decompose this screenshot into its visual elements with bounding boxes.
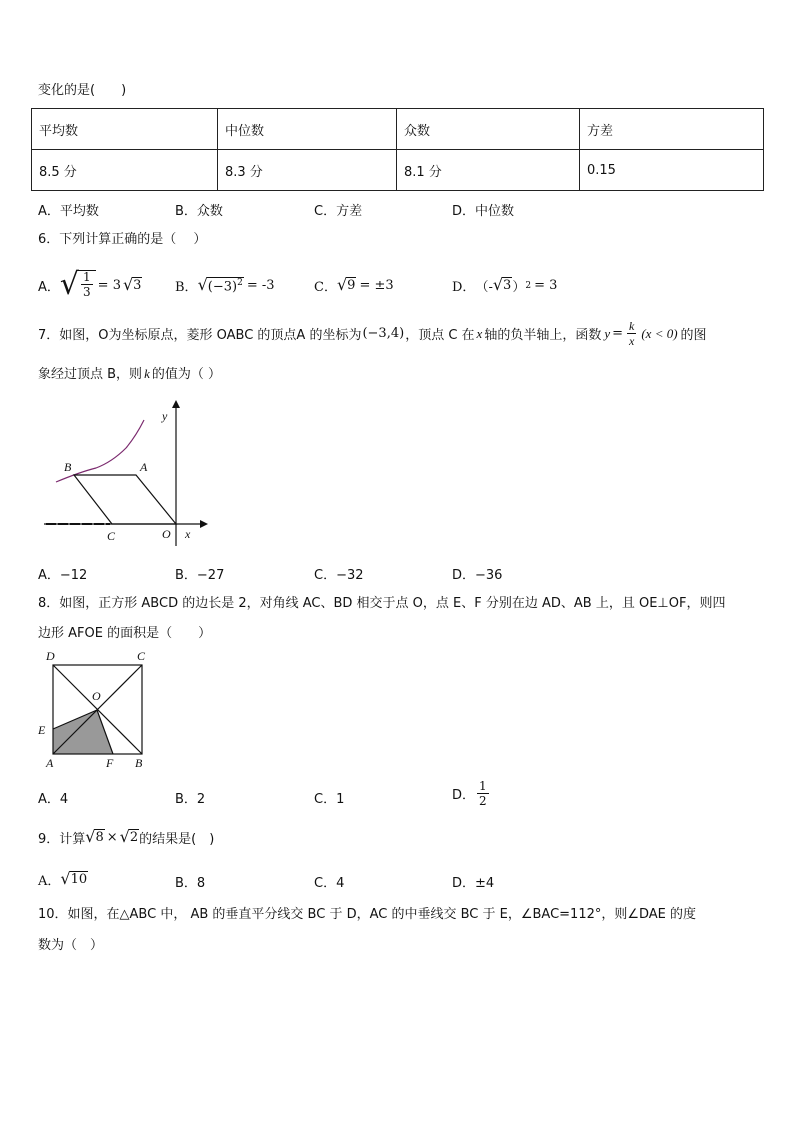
stem-text: 9．计算 bbox=[38, 832, 86, 847]
q8-option-b[interactable]: B．2 bbox=[175, 792, 206, 807]
q9-option-b[interactable]: B．8 bbox=[175, 876, 206, 891]
table-cell: 8.3 分 bbox=[218, 150, 397, 191]
paren: ） bbox=[512, 280, 526, 295]
table-cell: 0.15 bbox=[580, 150, 764, 191]
q6-stem: 6．下列计算正确的是（ ） bbox=[38, 232, 207, 247]
func-num: k bbox=[629, 319, 635, 333]
radical: √ 10 bbox=[60, 869, 88, 889]
table-row bbox=[32, 150, 764, 191]
q7-option-c[interactable]: C．−32 bbox=[314, 568, 364, 583]
q5-option-b[interactable]: B．众数 bbox=[175, 204, 223, 219]
q5-option-a[interactable]: A．平均数 bbox=[38, 204, 99, 219]
label-o: O bbox=[162, 527, 171, 541]
times-sign: × bbox=[106, 830, 118, 845]
option-label: B． bbox=[175, 280, 198, 295]
q7-option-b[interactable]: B．−27 bbox=[175, 568, 225, 583]
frac-denominator: 3 bbox=[83, 285, 91, 299]
x-axis-arrow bbox=[200, 520, 208, 528]
radical: √ 3 bbox=[492, 275, 512, 295]
table-row bbox=[32, 109, 764, 150]
q8-stem-line1: 8．如图，正方形 ABCD 的边长是 2，对角线 AC、BD 相交于点 O，点 E、F 分别在边 AD、AB 上，且 OE⊥OF，则四 bbox=[38, 596, 726, 611]
equation-text: = 3 bbox=[97, 277, 121, 293]
q8-option-a[interactable]: A．4 bbox=[38, 792, 69, 807]
label-a: A bbox=[46, 756, 54, 770]
frac-numerator: 1 bbox=[479, 779, 487, 793]
q7-option-a[interactable]: A．−12 bbox=[38, 568, 88, 583]
table-cell: 方差 bbox=[580, 109, 764, 150]
radical: √ $(-3)^2$ bbox=[197, 274, 243, 294]
option-label: C． bbox=[314, 280, 337, 295]
paren: （- bbox=[475, 280, 493, 295]
label-b: B bbox=[135, 756, 143, 770]
func-den: x bbox=[629, 334, 635, 348]
q7-option-d[interactable]: D．−36 bbox=[452, 568, 503, 583]
table-cell: 8.1 分 bbox=[397, 150, 580, 191]
label-c: C bbox=[107, 529, 116, 543]
radical: √ $\frac{1}{3}$ bbox=[60, 270, 96, 300]
q5-option-d[interactable]: D．中位数 bbox=[452, 204, 515, 219]
table-cell: 8.5 分 bbox=[32, 150, 218, 191]
frac-denominator: 2 bbox=[479, 794, 487, 808]
q7-stem-line2 bbox=[38, 364, 221, 385]
q6-option-a[interactable] bbox=[38, 267, 142, 302]
label-a: A bbox=[140, 460, 148, 474]
q5-intro: 变化的是( ) bbox=[38, 83, 127, 98]
q7-stem-line1 bbox=[38, 320, 707, 347]
label-c: C bbox=[137, 649, 146, 663]
func-eq: = bbox=[612, 326, 624, 341]
stem-text: 轴的负半轴上，函数 bbox=[484, 328, 602, 343]
radical: √ 8 bbox=[85, 827, 104, 847]
func-cond: (x < 0) bbox=[641, 325, 678, 341]
stem-text: 象经过顶点 B，则 bbox=[38, 367, 143, 382]
q10-stem-line1: 10．如图，在△ABC 中， AB 的垂直平分线交 BC 于 D，AC 的中垂线交 BC 于 E，∠BAC=112°，则∠DAE 的度 bbox=[38, 907, 697, 922]
q8-figure bbox=[36, 648, 166, 772]
radical: √ 9 bbox=[336, 275, 356, 295]
option-label: D． bbox=[452, 788, 476, 803]
y-axis-arrow bbox=[172, 400, 180, 408]
q9-option-a[interactable] bbox=[38, 870, 88, 889]
label-f: F bbox=[106, 756, 114, 770]
equation-text: = ±3 bbox=[359, 278, 394, 293]
q6-option-b[interactable] bbox=[175, 276, 275, 295]
stem-text: 7．如图，O为坐标原点，菱形 OABC 的顶点A 的坐标为 bbox=[38, 328, 362, 343]
option-label: A． bbox=[38, 874, 61, 889]
q5-option-c[interactable]: C．方差 bbox=[314, 204, 363, 219]
q10-stem-line2: 数为（ ） bbox=[38, 938, 104, 953]
equation-text: = 3 bbox=[534, 278, 558, 293]
q8-option-d[interactable] bbox=[452, 780, 491, 807]
equation-text: = -3 bbox=[246, 278, 275, 293]
coordinate: (−3,4) bbox=[362, 326, 405, 341]
stem-text: ，顶点 C 在 bbox=[405, 328, 475, 343]
label-e: E bbox=[38, 723, 46, 737]
k-var: k bbox=[144, 366, 150, 381]
stem-text: 的结果是( ) bbox=[139, 832, 215, 847]
table-cell: 中位数 bbox=[218, 109, 397, 150]
q6-option-c[interactable] bbox=[314, 276, 394, 295]
q7-figure bbox=[40, 398, 210, 548]
q9-stem bbox=[38, 828, 214, 847]
q8-stem-line2: 边形 AFOE 的面积是（ ） bbox=[38, 626, 212, 641]
table-cell: 平均数 bbox=[32, 109, 218, 150]
option-label: D． bbox=[452, 280, 476, 295]
table-cell: 众数 bbox=[397, 109, 580, 150]
radical: √ 2 bbox=[119, 827, 139, 847]
q9-option-c[interactable]: C．4 bbox=[314, 876, 345, 891]
frac-numerator: 1 bbox=[83, 270, 91, 284]
rhombus-oabc bbox=[74, 475, 176, 524]
x-var: x bbox=[476, 325, 483, 341]
label-o: O bbox=[92, 689, 101, 703]
exponent: 2 bbox=[525, 280, 532, 291]
q8-option-c[interactable]: C．1 bbox=[314, 792, 345, 807]
q6-option-d[interactable] bbox=[452, 276, 557, 295]
stem-text: 的值为（ ） bbox=[151, 367, 221, 382]
radical: √ 3 bbox=[122, 274, 142, 294]
q9-option-d[interactable]: D．±4 bbox=[452, 876, 495, 891]
label-y: y bbox=[162, 409, 168, 423]
option-label: A． bbox=[38, 279, 60, 295]
stem-text: 的图 bbox=[680, 328, 707, 343]
label-b: B bbox=[64, 460, 72, 474]
label-x: x bbox=[185, 527, 191, 541]
func-y: y bbox=[604, 325, 611, 341]
stats-table bbox=[31, 108, 764, 191]
label-d: D bbox=[46, 649, 55, 663]
